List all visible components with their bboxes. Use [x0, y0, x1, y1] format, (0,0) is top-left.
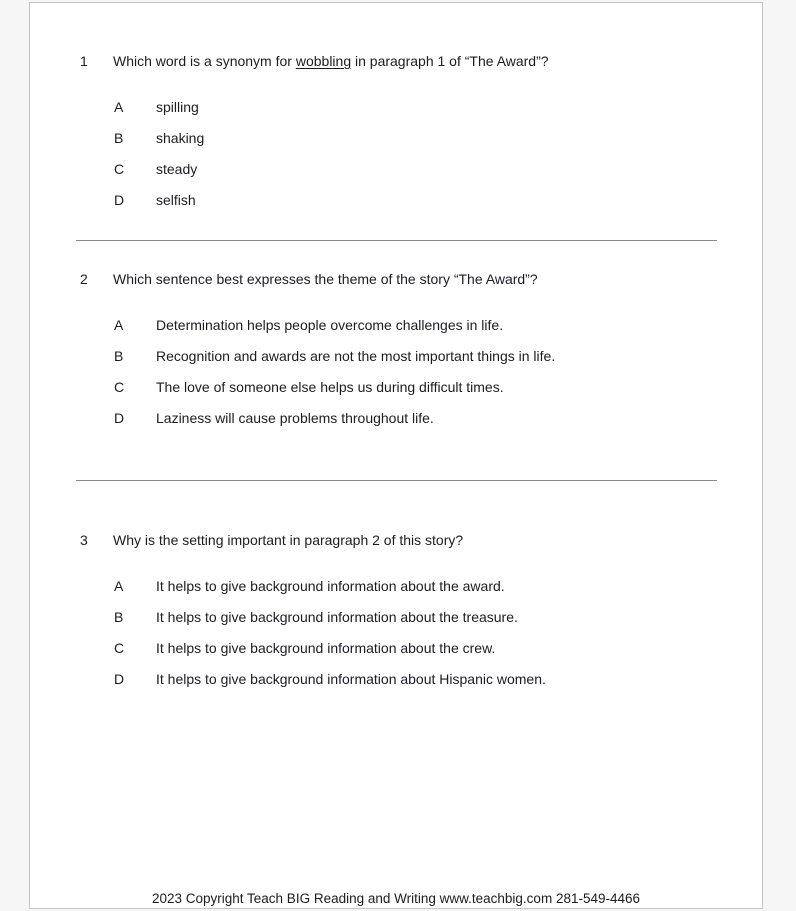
section-divider	[76, 480, 717, 481]
option-text: Laziness will cause problems throughout life.	[156, 410, 434, 426]
question-3-option-b	[30, 609, 762, 626]
option-letter: D	[114, 192, 125, 208]
option-text: selfish	[156, 192, 196, 208]
option-letter: D	[114, 671, 125, 687]
question-1-row	[30, 53, 762, 70]
option-letter: A	[114, 317, 124, 333]
question-2-number: 2	[80, 271, 88, 287]
question-3-text-prefix: Why is the setting important in paragraph 2 of this story?	[113, 532, 464, 548]
question-1-text-suffix: in paragraph 1 of “The Award”?	[351, 53, 549, 69]
question-3-option-a	[30, 578, 762, 595]
option-letter: D	[114, 410, 125, 426]
question-2-row	[30, 271, 762, 288]
option-text: steady	[156, 161, 198, 177]
question-2-text-prefix: Which sentence best expresses the theme of the story “The Award”?	[113, 271, 538, 287]
question-2-option-b	[30, 348, 762, 365]
option-text: Recognition and awards are not the most important things in life.	[156, 348, 556, 364]
option-letter: A	[114, 99, 124, 115]
copyright-footer: 2023 Copyright Teach BIG Reading and Writing www.teachbig.com 281-549-4466	[151, 891, 641, 906]
option-letter: B	[114, 609, 124, 625]
question-3-option-d	[30, 671, 762, 688]
question-1-text	[113, 53, 549, 69]
question-1-underlined-word: wobbling	[295, 53, 352, 69]
question-3-text	[113, 532, 463, 548]
question-1-text-prefix: Which word is a synonym for	[113, 53, 296, 69]
option-text: The love of someone else helps us during difficult times.	[156, 379, 504, 395]
option-letter: B	[114, 130, 124, 146]
option-letter: B	[114, 348, 124, 364]
question-2-text	[113, 271, 538, 287]
option-letter: A	[114, 578, 124, 594]
worksheet-page	[29, 2, 763, 909]
option-text: It helps to give background information about Hispanic women.	[156, 671, 546, 687]
question-1-option-d	[30, 192, 762, 209]
option-letter: C	[114, 640, 125, 656]
question-3-row	[30, 532, 762, 549]
option-text: It helps to give background information about the crew.	[156, 640, 496, 656]
option-letter: C	[114, 161, 125, 177]
question-2-option-a	[30, 317, 762, 334]
question-2	[30, 271, 762, 441]
section-divider	[76, 240, 717, 241]
question-1-option-a	[30, 99, 762, 116]
option-text: It helps to give background information about the award.	[156, 578, 505, 594]
option-text: spilling	[156, 99, 199, 115]
option-text: Determination helps people overcome challenges in life.	[156, 317, 504, 333]
question-1	[30, 53, 762, 223]
option-text: shaking	[156, 130, 205, 146]
question-1-number: 1	[80, 53, 88, 69]
option-letter: C	[114, 379, 125, 395]
option-text: It helps to give background information about the treasure.	[156, 609, 518, 625]
question-1-option-b	[30, 130, 762, 147]
question-3-number: 3	[80, 532, 88, 548]
question-2-option-c	[30, 379, 762, 396]
question-1-option-c	[30, 161, 762, 178]
question-3	[30, 532, 762, 702]
question-3-option-c	[30, 640, 762, 657]
question-2-option-d	[30, 410, 762, 427]
